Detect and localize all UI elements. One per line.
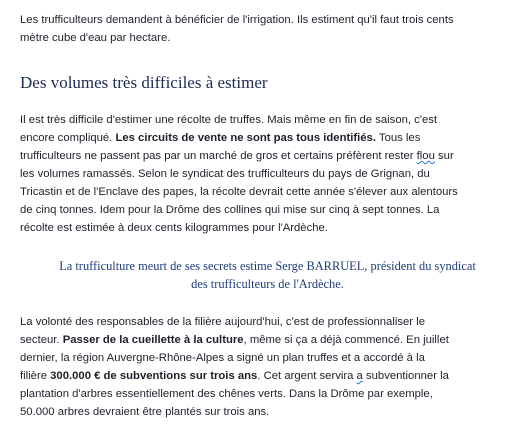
text-line: 50.000 arbres devraient être plantés sur trois ans.: [20, 406, 270, 418]
text-line: mètre cube d'eau par hectare.: [20, 32, 171, 44]
text-line: les volumes ramassés. Selon le syndicat des trufficulteurs du pays de Grignan, du: [20, 168, 430, 180]
spellcheck-word[interactable]: flou: [416, 150, 435, 162]
text-fragment: encore compliqué.: [20, 132, 116, 144]
bold-text: Les circuits de vente ne sont pas tous identifiés.: [115, 132, 376, 144]
quote-line: des trufficulteurs de l'Ardèche.: [191, 277, 344, 291]
paragraph-filiere: [20, 313, 515, 421]
text-fragment: secteur.: [20, 334, 63, 346]
paragraph-irrigation: [20, 11, 515, 47]
text-fragment: trufficulteurs ne passent pas par un marché de gros et certains préfèrent rester: [20, 150, 417, 162]
text-fragment: subventionner la: [362, 370, 449, 382]
text-line: récolte est estimée à deux cents kilogrammes pour l'Ardèche.: [20, 222, 328, 234]
text-fragment: sur: [434, 150, 454, 162]
bold-text: Passer de la cueillette à la culture: [62, 334, 244, 346]
text-fragment: Tous les: [375, 132, 421, 144]
text-line: de cinq tonnes. Idem pour la Drôme des collines qui mise sur cinq à sept tonnes. La: [20, 204, 440, 216]
pull-quote: [20, 257, 515, 293]
section-heading: Des volumes très difficiles à estimer: [20, 73, 268, 92]
quote-line: La trufficulture meurt de ses secrets estime Serge BARRUEL, président du syndicat: [59, 259, 476, 273]
bold-text: 300.000 € de subventions sur trois ans: [50, 370, 258, 382]
text-fragment: filière: [20, 370, 51, 382]
text-line: plantation d'arbres essentiellement des chênes verts. Dans la Drôme par exemple,: [20, 388, 433, 400]
text-line: Tricastin et de l'Enclave des papes, la récolte devrait cette année s'élever aux alentours: [20, 186, 458, 198]
text-line: Il est très difficile d'estimer une récolte de truffes. Mais même en fin de saison, c'est: [20, 114, 438, 126]
spellcheck-word[interactable]: a: [356, 370, 363, 382]
paragraph-volumes: [20, 111, 515, 237]
text-line: La volonté des responsables de la filière aujourd'hui, c'est de professionnaliser le: [20, 316, 425, 328]
text-line: dernier, la région Auvergne-Rhône-Alpes a signé un plan truffes et a accordé à la: [20, 352, 425, 364]
text-fragment: . Cet argent servira: [257, 370, 357, 382]
text-fragment: , même si ça a déjà commencé. En juillet: [243, 334, 449, 346]
text-line: Les trufficulteurs demandent à bénéficier de l'irrigation. Ils estiment qu'il faut trois cents: [20, 14, 454, 26]
